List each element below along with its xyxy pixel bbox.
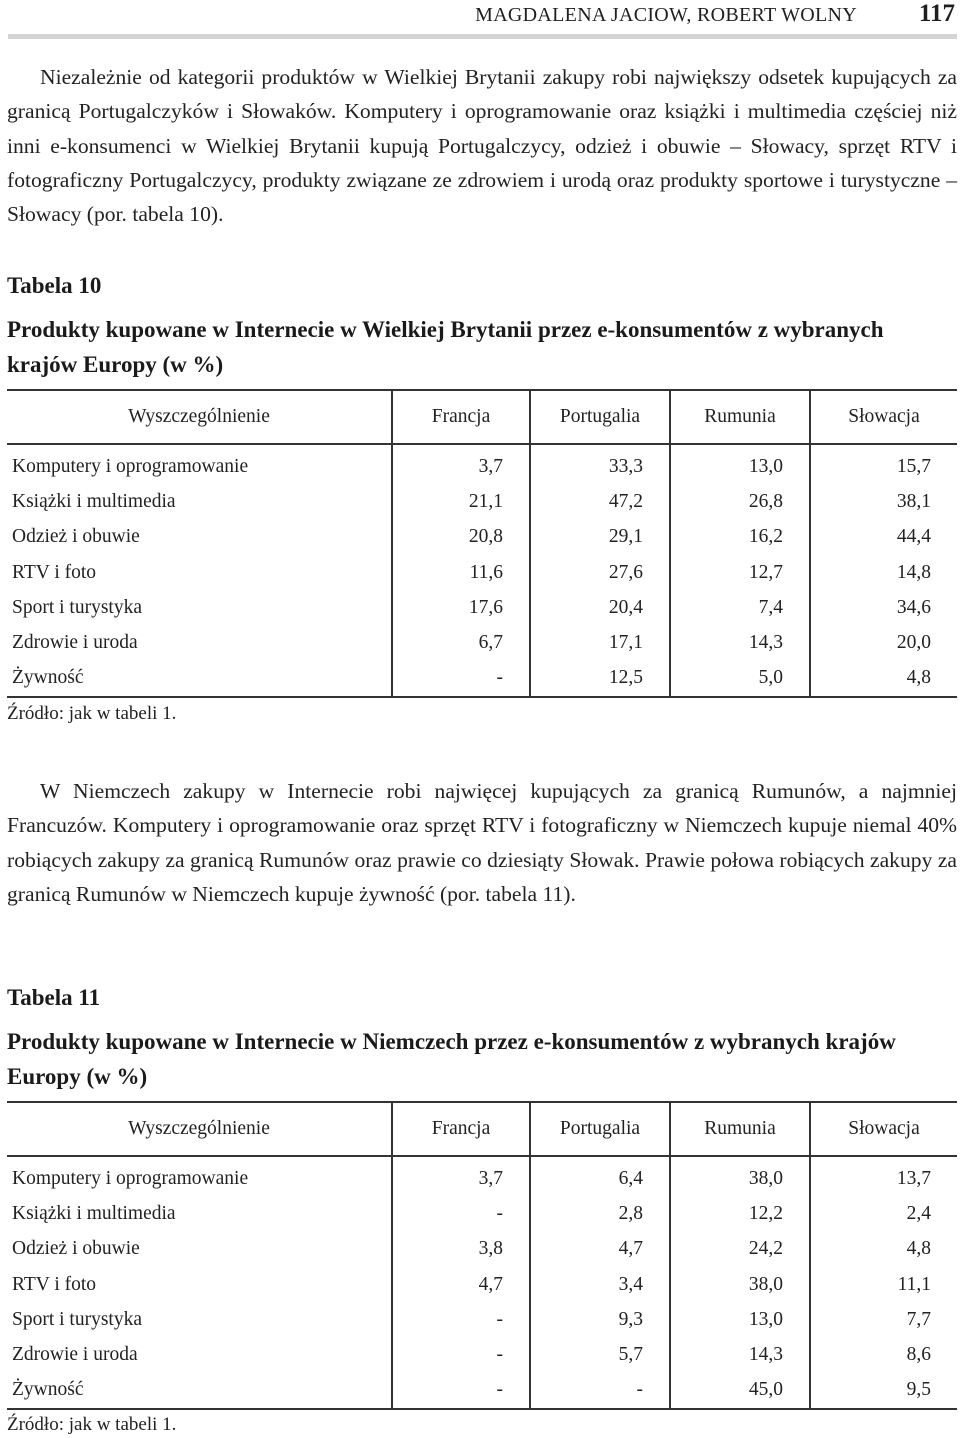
table-cell: 6,7 bbox=[392, 625, 530, 660]
table-cell: 13,0 bbox=[670, 444, 810, 484]
paragraph-2 bbox=[7, 774, 957, 911]
column-header: Francja bbox=[392, 1102, 530, 1156]
table-cell: 2,4 bbox=[810, 1196, 957, 1231]
table-cell: 38,0 bbox=[670, 1156, 810, 1196]
row-label: Komputery i oprogramowanie bbox=[12, 455, 249, 477]
table-10-source: Źródło: jak w tabeli 1. bbox=[7, 703, 177, 724]
table-cell: 3,7 bbox=[392, 1156, 530, 1196]
row-label: Książki i multimedia bbox=[12, 1202, 176, 1224]
table-cell: 17,1 bbox=[530, 625, 670, 660]
table-cell: 26,8 bbox=[670, 484, 810, 519]
table-cell: 45,0 bbox=[670, 1373, 810, 1409]
table-row bbox=[7, 444, 957, 484]
table-cell: - bbox=[392, 661, 530, 697]
table-row bbox=[7, 1156, 957, 1196]
table-cell: 6,4 bbox=[530, 1156, 670, 1196]
table-cell: 14,3 bbox=[670, 625, 810, 660]
row-label: Żywność bbox=[7, 1373, 392, 1409]
table-cell: 20,4 bbox=[530, 590, 670, 625]
table-row bbox=[7, 625, 957, 660]
table-cell: - bbox=[392, 1337, 530, 1372]
table-row bbox=[7, 520, 957, 555]
table-cell: 44,4 bbox=[810, 520, 957, 555]
column-header: Wyszczególnienie bbox=[7, 390, 392, 444]
table-11 bbox=[7, 1101, 957, 1410]
table-row bbox=[7, 1232, 957, 1267]
table-cell: 38,1 bbox=[810, 484, 957, 519]
table-11-label: Tabela 11 bbox=[7, 985, 101, 1010]
table-cell: 14,3 bbox=[670, 1337, 810, 1372]
header-authors: MAGDALENA JACIOW, ROBERT WOLNY bbox=[475, 4, 857, 26]
table-cell: 20,0 bbox=[810, 625, 957, 660]
table-cell: 4,7 bbox=[392, 1267, 530, 1302]
table-cell: 4,8 bbox=[810, 1232, 957, 1267]
row-label: Zdrowie i uroda bbox=[12, 632, 138, 654]
table-row bbox=[7, 1373, 957, 1409]
row-label: Sport i turystyka bbox=[12, 1308, 142, 1330]
table-cell: 12,2 bbox=[670, 1196, 810, 1231]
table-cell: 16,2 bbox=[670, 520, 810, 555]
table-cell: 9,3 bbox=[530, 1302, 670, 1337]
table-row bbox=[7, 1267, 957, 1302]
running-header bbox=[8, 0, 957, 39]
table-cell: 38,0 bbox=[670, 1267, 810, 1302]
table-cell: 24,2 bbox=[670, 1232, 810, 1267]
table-cell: 5,7 bbox=[530, 1337, 670, 1372]
table-cell: 2,8 bbox=[530, 1196, 670, 1231]
table-cell: 12,7 bbox=[670, 555, 810, 590]
table-cell: 34,6 bbox=[810, 590, 957, 625]
table-11-title: Produkty kupowane w Internecie w Niemczech przez e-konsumentów z wybranych krajów Europy (w %) bbox=[7, 1029, 896, 1089]
table-row bbox=[7, 1337, 957, 1372]
row-label: RTV i foto bbox=[12, 561, 97, 583]
paragraph-2-text: W Niemczech zakupy w Internecie robi najwięcej kupujących za granicą Rumunów, a najmniej Francuzów. Komputery i oprogramowanie oraz sprzęt RTV i fotograficzny w Niemczech kupuje niemal 40% robiących zakupy za granicą Rumunów oraz prawie co dziesiąty Słowak. Prawie połowa robiących zakupy za granicą Rumunów w Niemczech kupuje żywność (por. tabela 11). bbox=[7, 779, 957, 906]
table-cell: 33,3 bbox=[530, 444, 670, 484]
table-cell: 7,7 bbox=[810, 1302, 957, 1337]
table-cell: 5,0 bbox=[670, 661, 810, 697]
table-cell: 21,1 bbox=[392, 484, 530, 519]
paragraph-1 bbox=[7, 60, 957, 231]
table-cell: - bbox=[392, 1196, 530, 1231]
column-header: Rumunia bbox=[670, 390, 810, 444]
table-row bbox=[7, 661, 957, 697]
table-cell: 4,7 bbox=[530, 1232, 670, 1267]
table-11-source: Źródło: jak w tabeli 1. bbox=[7, 1414, 177, 1435]
row-label: Zdrowie i uroda bbox=[12, 1344, 138, 1366]
row-label: Żywność bbox=[7, 661, 392, 697]
table-cell: 20,8 bbox=[392, 520, 530, 555]
column-header: Portugalia bbox=[530, 390, 670, 444]
column-header: Wyszczególnienie bbox=[7, 1102, 392, 1156]
column-header: Słowacja bbox=[810, 1102, 957, 1156]
table-cell: 13,7 bbox=[810, 1156, 957, 1196]
row-label: Odzież i obuwie bbox=[12, 1238, 140, 1260]
row-label: RTV i foto bbox=[12, 1273, 97, 1295]
table-cell: 3,7 bbox=[392, 444, 530, 484]
row-label: Komputery i oprogramowanie bbox=[12, 1167, 249, 1189]
column-header: Francja bbox=[392, 390, 530, 444]
table-cell: 17,6 bbox=[392, 590, 530, 625]
table-cell: 8,6 bbox=[810, 1337, 957, 1372]
row-label: Sport i turystyka bbox=[12, 596, 142, 618]
table-cell: 3,8 bbox=[392, 1232, 530, 1267]
table-cell: 7,4 bbox=[670, 590, 810, 625]
table-row bbox=[7, 1196, 957, 1231]
table-cell: - bbox=[530, 1373, 670, 1409]
table-cell: 9,5 bbox=[810, 1373, 957, 1409]
page-number: 117 bbox=[918, 0, 955, 27]
table-cell: 29,1 bbox=[530, 520, 670, 555]
row-label: Książki i multimedia bbox=[12, 490, 176, 512]
row-label: Odzież i obuwie bbox=[12, 526, 140, 548]
table-cell: 3,4 bbox=[530, 1267, 670, 1302]
table-cell: 11,1 bbox=[810, 1267, 957, 1302]
table-header-row bbox=[7, 390, 957, 444]
table-10-label: Tabela 10 bbox=[7, 273, 102, 298]
table-cell: 13,0 bbox=[670, 1302, 810, 1337]
table-cell: - bbox=[392, 1302, 530, 1337]
paragraph-1-text: Niezależnie od kategorii produktów w Wielkiej Brytanii zakupy robi największy odsetek kupujących za granicą Portugalczyków i Słowaków. Komputery i oprogramowanie oraz książki i multimedia częściej niż inni e-konsumenci w Wielkiej Brytanii kupują Portugalczycy, odzież i obuwie – Słowacy, sprzęt RTV i fotograficzny Portugalczycy, produkty związane ze zdrowiem i urodą oraz produkty sportowe i turystyczne – Słowacy (por. tabela 10). bbox=[7, 65, 957, 227]
column-header: Słowacja bbox=[810, 390, 957, 444]
table-cell: 14,8 bbox=[810, 555, 957, 590]
table-row bbox=[7, 590, 957, 625]
table-row bbox=[7, 1302, 957, 1337]
table-header-row bbox=[7, 1102, 957, 1156]
table-cell: 27,6 bbox=[530, 555, 670, 590]
table-cell: 4,8 bbox=[810, 661, 957, 697]
column-header: Portugalia bbox=[530, 1102, 670, 1156]
table-10 bbox=[7, 389, 957, 698]
table-cell: 15,7 bbox=[810, 444, 957, 484]
table-cell: - bbox=[392, 1373, 530, 1409]
table-10-title: Produkty kupowane w Internecie w Wielkiej Brytanii przez e-konsumentów z wybranych krajów Europy (w %) bbox=[7, 317, 884, 377]
column-header: Rumunia bbox=[670, 1102, 810, 1156]
table-cell: 47,2 bbox=[530, 484, 670, 519]
table-row bbox=[7, 555, 957, 590]
table-cell: 12,5 bbox=[530, 661, 670, 697]
table-cell: 11,6 bbox=[392, 555, 530, 590]
table-row bbox=[7, 484, 957, 519]
